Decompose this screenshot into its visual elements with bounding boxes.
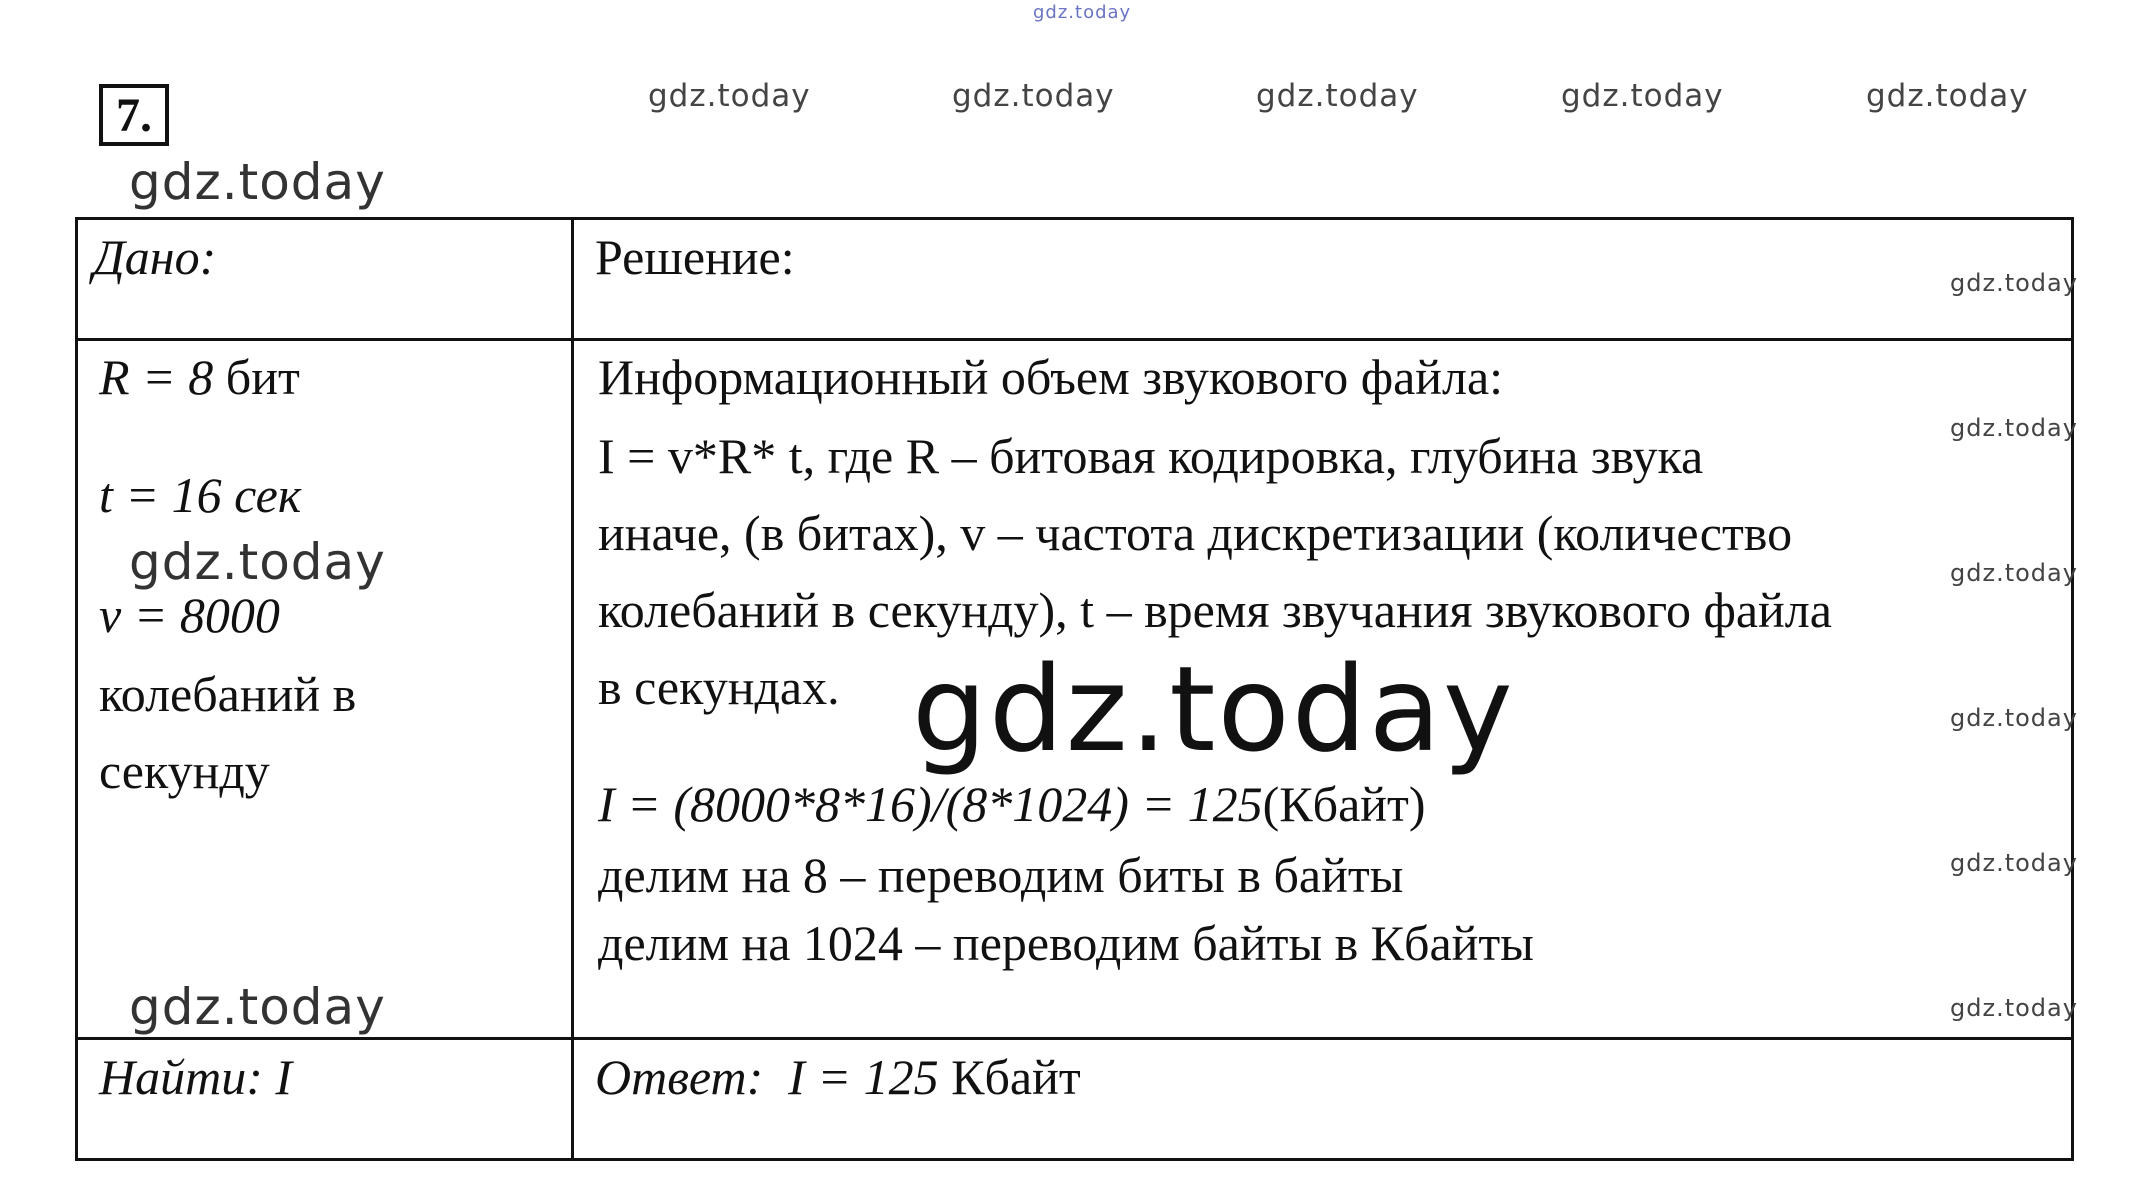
task-number: 7. (99, 84, 169, 146)
watermark-large: gdz.today (129, 978, 386, 1036)
watermark-side: gdz.today (1950, 994, 2078, 1022)
watermark-row: gdz.today (952, 78, 1115, 114)
watermark-side: gdz.today (1950, 269, 2078, 297)
watermark-row: gdz.today (1561, 78, 1724, 114)
watermark-top: gdz.today (1033, 2, 1132, 23)
solution-formula-expr: I = (8000*8*16)/(8*1024) = 125 (598, 776, 1263, 832)
watermark-huge: gdz.today (912, 640, 1515, 778)
find-label: Найти (99, 1049, 247, 1105)
watermark-large: gdz.today (129, 533, 386, 591)
table-border-bottom (75, 1158, 2074, 1161)
given-v-unit-line1: колебаний в (99, 666, 357, 722)
given-r-expr: R = 8 (99, 349, 214, 405)
find-row (99, 1049, 293, 1105)
given-v: v = 8000 (99, 587, 280, 643)
given-r (99, 349, 300, 405)
table-column-divider (571, 217, 574, 1161)
watermark-side: gdz.today (1950, 559, 2078, 587)
answer-unit: Кбайт (951, 1049, 1081, 1105)
solution-line-2: I = v*R* t, где R – битовая кодировка, глубина звука (598, 428, 1704, 484)
solution-note-2: делим на 1024 – переводим байты в Кбайты (598, 915, 1534, 971)
solution-header: Решение: (595, 229, 795, 285)
given-r-unit: бит (225, 349, 300, 405)
table-divider-header (75, 338, 2074, 341)
solution-line-1: Информационный объем звукового файла: (598, 349, 1504, 405)
watermark-row: gdz.today (648, 78, 811, 114)
answer-row (595, 1049, 1081, 1105)
watermark-side: gdz.today (1950, 704, 2078, 732)
given-v-unit-line2: секунду (99, 743, 270, 799)
watermark-side: gdz.today (1950, 414, 2078, 442)
answer-label: Ответ: (595, 1049, 764, 1105)
table-divider-footer (75, 1037, 2074, 1040)
watermark-row: gdz.today (1256, 78, 1419, 114)
solution-line-4: колебаний в секунду), t – время звучания звукового файла (598, 582, 1832, 638)
given-t: t = 16 сек (99, 467, 302, 523)
answer-expr: I = 125 (788, 1049, 939, 1105)
table-border-left (75, 217, 78, 1161)
solution-note-1: делим на 8 – переводим биты в байты (598, 847, 1404, 903)
solution-line-5: в секундах. (598, 659, 840, 715)
watermark-large: gdz.today (129, 153, 386, 211)
find-value: : I (246, 1049, 293, 1105)
solution-formula-unit: (Кбайт) (1262, 776, 1426, 832)
given-header: Дано: (93, 229, 217, 285)
watermark-row: gdz.today (1866, 78, 2029, 114)
solution-formula (598, 776, 1426, 832)
table-border-top (75, 217, 2074, 220)
solution-line-3: иначе, (в битах), v – частота дискретизации (количество (598, 505, 1793, 561)
watermark-side: gdz.today (1950, 849, 2078, 877)
